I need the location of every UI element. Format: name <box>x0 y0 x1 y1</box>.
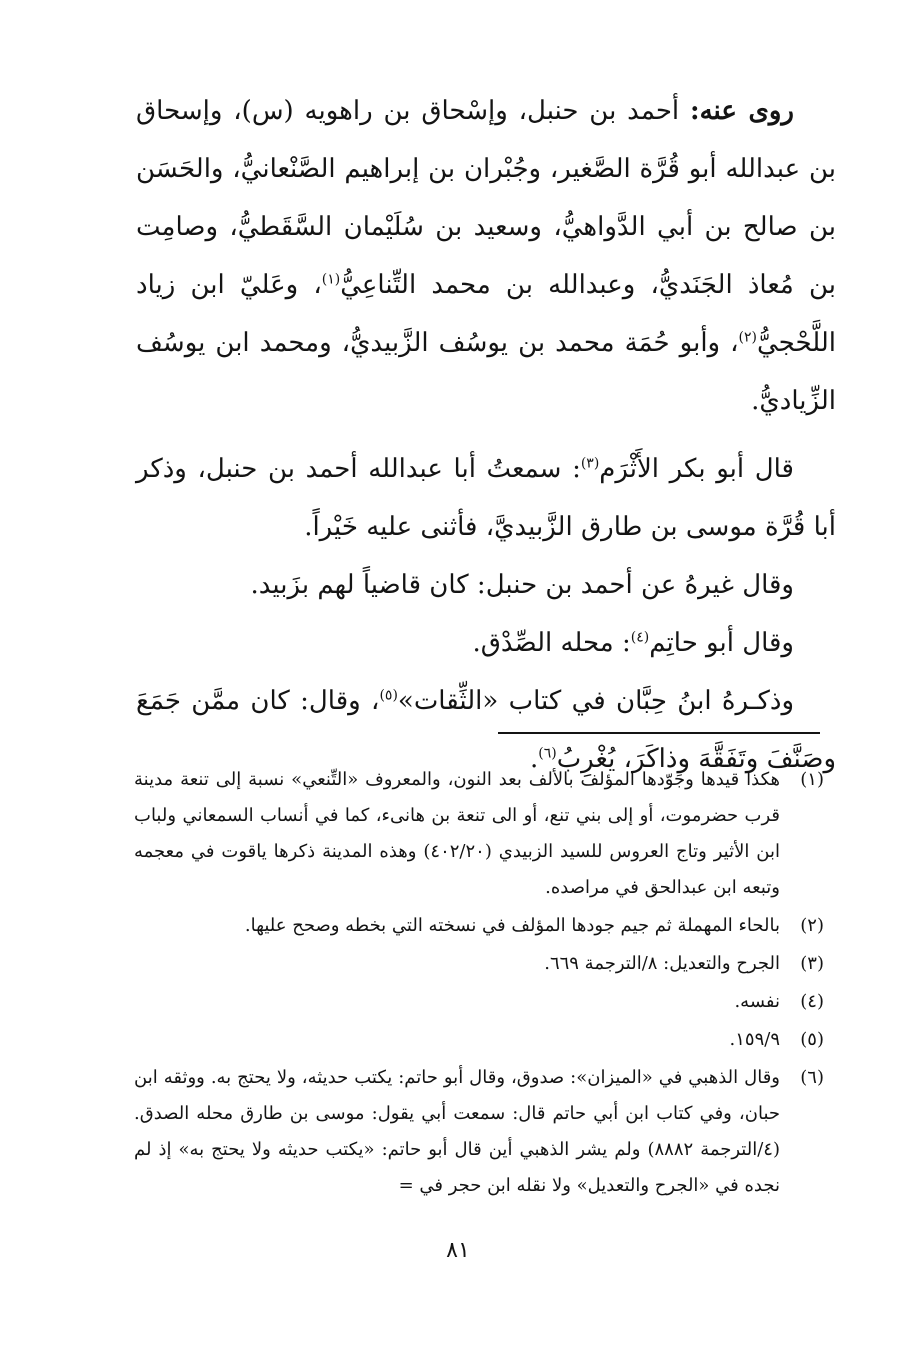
narrators-lead: روى عنه: <box>690 96 794 126</box>
footnote-number: (٣) <box>800 953 824 974</box>
narrators-text: أحمد بن حنبل، وإسْحاق بن راهويه (س)، وإسحاق بن عبدالله أبو قُرَّة الصَّغير، وجُبْران بن إبراهيم الصَّنْعانيُّ، والحَسَن بن صالح بن أبي الدَّواهيُّ، وسعيد بن سُلَيْمان السَّقَطيُّ، وصامِت بن مُعاذ الجَنَديُّ، وعبدالله بن محمد التِّناعِيُّ <box>136 96 837 300</box>
narrators-text-cont: ، وعَليّ ابن زياد اللَّحْجيُّ <box>136 270 836 358</box>
hatim-paragraph <box>136 614 836 672</box>
footnote-ref-6[interactable]: (٦) <box>538 745 557 762</box>
main-text <box>136 82 836 788</box>
footnote-text: الجرح والتعديل: ٨/الترجمة ٦٦٩. <box>544 953 780 974</box>
footnote-number: (٦) <box>800 1067 824 1088</box>
footnote-separator <box>498 732 820 734</box>
footnote-number: (٤) <box>800 991 824 1012</box>
footnote-6 <box>134 1060 824 1204</box>
footnote-4 <box>134 984 824 1020</box>
hibban-text-cont: ، وقال: كان ممَّن جَمَعَ وصَنَّفَ وتَفَقَّهَ وذاكَرَ، يُغْرِبُ <box>136 686 836 774</box>
paragraph-gap <box>136 430 836 440</box>
footnote-5 <box>134 1022 824 1058</box>
footnotes-section <box>134 762 824 1206</box>
footnote-ref-3[interactable]: (٣) <box>580 455 600 472</box>
footnote-3 <box>134 946 824 982</box>
footnote-number: (٢) <box>800 915 824 936</box>
footnote-2 <box>134 908 824 944</box>
footnote-text: هكذا قيدها وجَوّدها المؤلف بالألف بعد النون، والمعروف «التِّنعي» نسبة إلى تنعة مدينة قرب حضرموت، أو إلى بني تنع، أو الى تنعة بن هانىء، كما في أنساب السمعاني ولباب ابن الأثير وتاج العروس للسيد الزبيدي (٤٠٢/٢٠) وهذه المدينة ذكرها ياقوت في معجمه وتبعه ابن عبدالحق في مراصده. <box>134 769 780 898</box>
footnote-text: وقال الذهبي في «الميزان»: صدوق، وقال أبو حاتم: يكتب حديثه، ولا يحتج به. ووثقه ابن حبان، وفي كتاب ابن أبي حاتم قال: سمعت أبي يقول: موسى بن طارق محله الصدق. (٤/الترجمة ٨٨٨٢) ولم يشر الذهبي أين قال أبو حاتم: «يكتب حديثه ولا يحتج به» إذ لم نجده في «الجرح والتعديل» ولا نقله ابن حجر في = <box>134 1067 780 1196</box>
footnote-number: (١) <box>800 769 824 790</box>
footnote-ref-1[interactable]: (١) <box>321 271 341 288</box>
narrators-text-end: ، وأبو حُمَة محمد بن يوسُف الزَّبيديُّ، ومحمد ابن يوسُف الزِّياديُّ. <box>136 328 836 416</box>
footnote-text: بالحاء المهملة ثم جيم جودها المؤلف في نسخته التي بخطه وصحح عليها. <box>244 915 780 936</box>
narrators-paragraph <box>136 82 836 430</box>
footnote-ref-2[interactable]: (٢) <box>738 329 757 346</box>
other-paragraph: وقال غيرهُ عن أحمد بن حنبل: كان قاضياً لهم بزَبيد. <box>250 570 794 600</box>
hatim-text: وقال أبو حاتِم <box>649 628 794 658</box>
footnote-ref-5[interactable]: (٥) <box>379 687 398 704</box>
hibban-text: وذكـرهُ ابنُ حِبَّان في كتاب «الثِّقات» <box>397 686 795 716</box>
footnote-text: ١٥٩/٩. <box>729 1029 780 1050</box>
footnote-number: (٥) <box>800 1029 824 1050</box>
athram-text-cont: : سمعتُ أبا عبدالله أحمد بن حنبل، وذكر أبا قُرَّة موسى بن طارق الزَّبيديَّ، فأثنى عليه خَيْراً. <box>136 454 836 542</box>
hibban-text-end: . <box>529 744 539 774</box>
footnote-ref-4[interactable]: (٤) <box>630 629 650 646</box>
page-number: ٨١ <box>446 1238 470 1263</box>
athram-paragraph <box>136 440 836 556</box>
athram-text: قال أبو بكر الأَثْرَم <box>599 454 794 484</box>
hatim-text-cont: : محله الصِّدْق. <box>472 628 631 658</box>
footnote-text: نفسه. <box>734 991 780 1012</box>
footnote-1 <box>134 762 824 906</box>
